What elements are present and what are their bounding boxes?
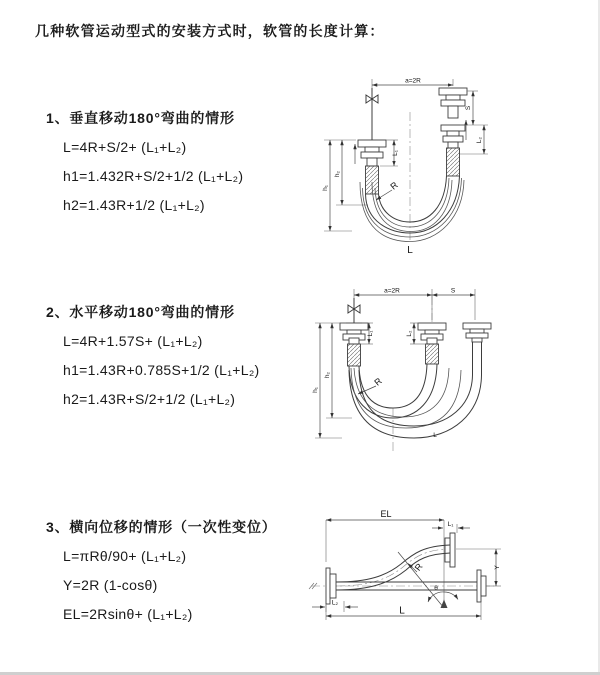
length-label: L <box>399 605 405 617</box>
section-2 <box>46 298 260 414</box>
dim-l2-label: L₂ <box>476 136 483 144</box>
hose-curve <box>336 545 450 590</box>
section-2-formula-h1: h1=1.43R+0.785S+1/2 (L₁+L₂) <box>63 362 260 378</box>
braided-hose-right <box>447 148 460 176</box>
right-flange-fitting <box>463 323 491 375</box>
dim-s <box>460 91 488 125</box>
dim-y-label: Y <box>494 565 501 570</box>
radius-label: R <box>372 375 384 388</box>
radius-construction <box>398 552 444 608</box>
dim-h1-label: h₁ <box>312 387 319 393</box>
section-1 <box>46 104 243 220</box>
dim-l1-label: L₁ <box>367 330 374 337</box>
hose-curves <box>349 364 482 438</box>
dim-l1-label: L₁ <box>392 150 399 156</box>
dim-l2-label: L₂ <box>331 599 339 607</box>
valve-icon <box>348 298 360 323</box>
right-flange-fitting-upper <box>439 88 467 118</box>
dim-h1-label: h₁ <box>322 185 329 191</box>
dim-a-2r <box>354 288 475 321</box>
section-3-formula-EL: EL=2Rsinθ+ (L₁+L₂) <box>63 606 193 622</box>
right-flange-fitting-lower <box>441 125 465 148</box>
dim-l2 <box>312 600 358 613</box>
radius-label: R <box>388 179 400 192</box>
lower-right-flange <box>477 570 486 602</box>
left-flange-fitting <box>340 323 368 344</box>
diagram-horizontal-180-bend <box>302 280 597 460</box>
radius-leader <box>376 179 400 200</box>
middle-flange-fitting <box>418 323 446 344</box>
diagram-vertical-180-bend <box>310 70 590 265</box>
length-label: L <box>433 432 437 439</box>
left-flange-fitting <box>358 140 386 166</box>
dim-a-2r-label: a=2R <box>384 287 400 295</box>
dim-s-label: S <box>450 287 456 295</box>
valve-icon <box>366 88 378 140</box>
section-1-heading: 1、垂直移动180°弯曲的情形 <box>46 110 235 126</box>
section-2-formula-h2: h2=1.43R+S/2+1/2 (L₁+L₂) <box>63 391 236 407</box>
dim-l1-label: L₁ <box>447 521 454 528</box>
angle-theta <box>428 585 458 608</box>
upper-right-flange <box>445 533 455 567</box>
section-1-formula-h1: h1=1.432R+S/2+1/2 (L₁+L₂) <box>63 168 244 184</box>
braided-hose-left <box>348 344 361 366</box>
length-label: L <box>407 245 413 256</box>
dim-l1 <box>432 521 470 533</box>
page-title: 几种软管运动型式的安装方式时，软管的长度计算： <box>35 23 385 39</box>
dim-s-label: S <box>465 105 472 111</box>
dim-l2-label: L₂ <box>406 330 413 337</box>
dim-h2-label: h₂ <box>324 371 331 379</box>
centerline <box>309 549 494 589</box>
dim-a-2r-label: a=2R <box>405 77 421 85</box>
section-3 <box>46 513 277 629</box>
dim-h2-label: h₂ <box>334 170 341 178</box>
section-1-formula-L: L=4R+S/2+ (L₁+L₂) <box>63 139 187 155</box>
diagram-lateral-displacement <box>298 500 598 660</box>
section-1-formula-h2: h2=1.43R+1/2 (L₁+L₂) <box>63 197 205 213</box>
dim-el <box>326 509 444 608</box>
section-2-heading: 2、水平移动180°弯曲的情形 <box>46 304 235 320</box>
dim-l <box>326 599 481 620</box>
section-3-formula-L: L=πRθ/90+ (L₁+L₂) <box>63 548 187 564</box>
section-3-heading: 3、横向位移的情形（一次性变位） <box>46 519 277 535</box>
radius-label: R <box>412 561 425 573</box>
braided-hose-middle <box>426 344 439 364</box>
angle-theta-label: θ <box>434 585 438 592</box>
section-3-formula-Y: Y=2R (1-cosθ) <box>63 577 158 593</box>
dim-el-label: EL <box>380 509 392 519</box>
section-2-formula-L: L=4R+1.57S+ (L₁+L₂) <box>63 333 203 349</box>
